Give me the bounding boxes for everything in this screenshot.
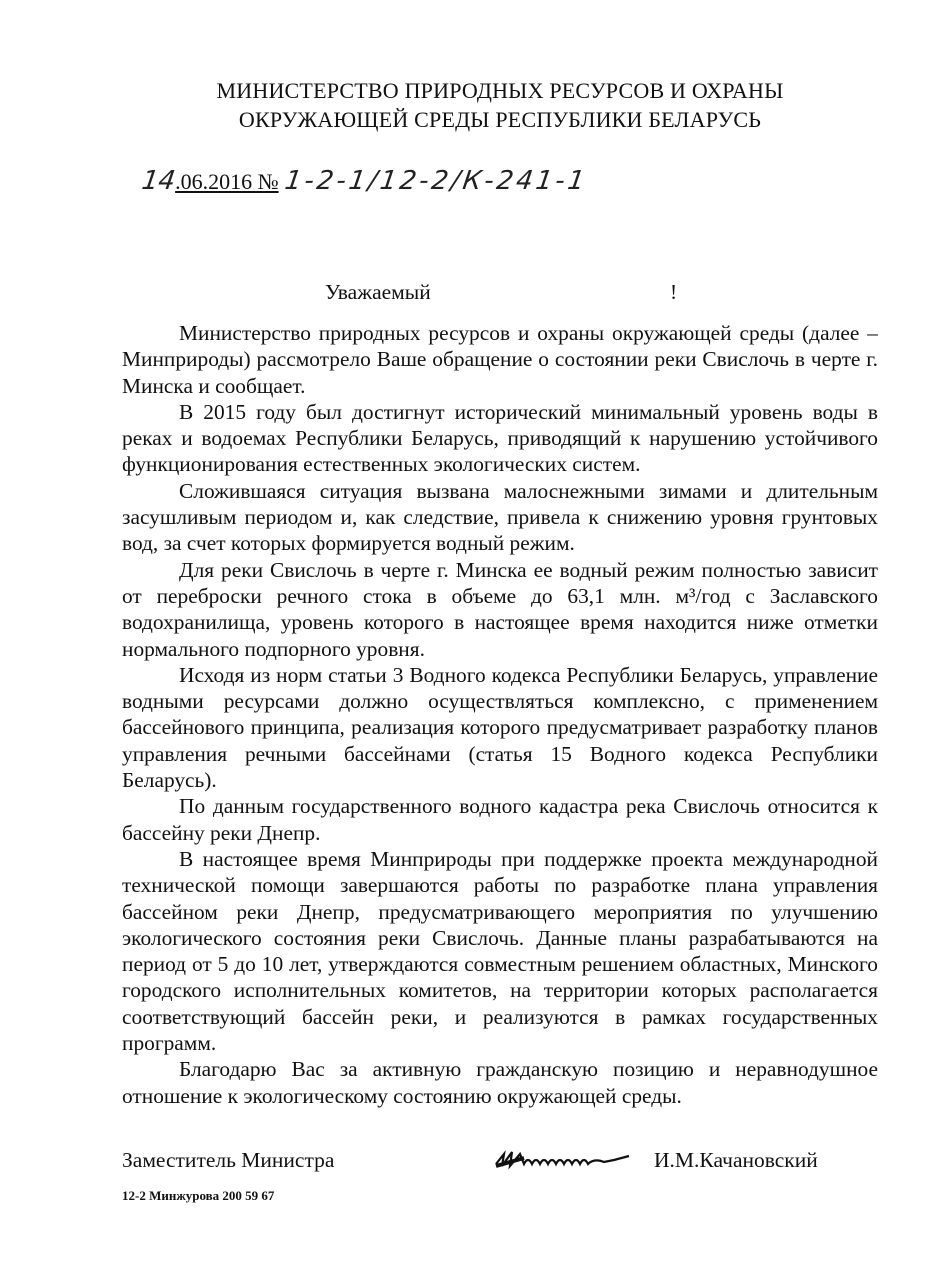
paragraph: Сложившаяся ситуация вызвана малоснежными зимами и длительным засушливым периодом и, как следствие, привела к снижению уровня грунтовых вод, за счет которых формируется водный режим.	[122, 478, 878, 556]
signatory-title: Заместитель Министра	[122, 1148, 335, 1172]
paragraph: В 2015 году был достигнут исторический минимальный уровень воды в реках и водоемах Республики Беларусь, приводящий к нарушению устойчивого функционирования естественных экологических систем.	[122, 399, 878, 477]
paragraph: По данным государственного водного кадастра река Свислочь относится к бассейну реки Днепр.	[122, 794, 878, 845]
date-printed: .06.2016 №	[175, 169, 279, 194]
registration-line	[139, 166, 590, 196]
greeting-text: Уважаемый	[325, 280, 431, 304]
greeting-exclamation: !	[670, 280, 678, 304]
paragraph: Министерство природных ресурсов и охраны окружающей среды (далее – Минприроды) рассмотрело Ваше обращение о состоянии реки Свислочь в черте г. Минска и сообщает.	[122, 321, 878, 398]
signatory-name: И.М.Качановский	[654, 1148, 818, 1172]
handwritten-signature-icon	[494, 1144, 644, 1174]
ministry-header	[150, 76, 850, 134]
paragraph: Для реки Свислочь в черте г. Минска ее водный режим полностью зависит от переброски речного стока в объеме до 63,1 млн. м³/год с Заславского водохранилища, уровень которого в настоящее время находится ниже отметки нормального подпорного уровня.	[122, 557, 878, 661]
date-day-handwritten: 14	[139, 166, 178, 196]
paragraph: Благодарю Вас за активную гражданскую позицию и неравнодушное отношение к экологическому состоянию окружающей среды.	[122, 1057, 878, 1108]
header-line-1: МИНИСТЕРСТВО ПРИРОДНЫХ РЕСУРСОВ И ОХРАНЫ	[216, 78, 784, 103]
registration-number-handwritten: 1-2-1/12-2/К-241-1	[282, 166, 590, 196]
paragraph: Исходя из норм статьи 3 Водного кодекса Республики Беларусь, управление водными ресурсами должно осуществляться комплексно, с применением бассейнового принципа, реализация которого предусматривает разработку планов управления речными бассейнами (статья 15 Водного кодекса Республики Беларусь).	[122, 662, 878, 793]
letter-body	[122, 320, 878, 1109]
header-line-2: ОКРУЖАЮЩЕЙ СРЕДЫ РЕСПУБЛИКИ БЕЛАРУСЬ	[238, 107, 762, 132]
greeting	[325, 280, 685, 305]
paragraph: В настоящее время Минприроды при поддержке проекта международной технической помощи завершаются работы по разработке плана управления бассейном реки Днепр, предусматривающего мероприятия по улучшению экологического состояния реки Свислочь. Данные планы разрабатываются на период от 5 до 10 лет, утверждаются совместным решением областных, Минского городского исполнительных комитетов, на территории которых располагается соответствующий бассейн реки, и реализуются в рамках государственных программ.	[122, 846, 878, 1056]
executor-note: 12-2 Минжурова 200 59 67	[122, 1188, 275, 1203]
